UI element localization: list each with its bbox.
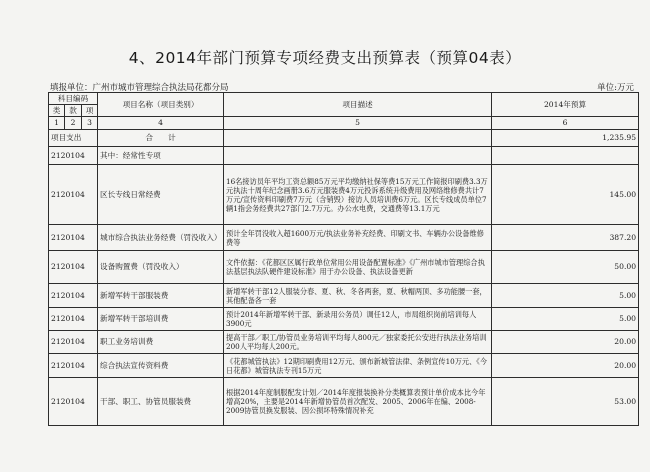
row-code: 2120104 [49,147,98,165]
page-title: 4、2014年部门预算专项经费支出预算表（预算04表） [128,49,522,67]
table-row [49,378,639,426]
description-header: 项目描述 [224,93,492,117]
row-desc: 提高干部／职工/协管员业务培训平均每人800元／独家委托公安进行执法业务培训200人平均每人200元。 [224,331,492,354]
budget-header: 2014年预算 [492,93,639,117]
row-code: 2120104 [49,165,98,225]
row-name: 设备购置费（罚没收入） [98,251,224,284]
row-name: 其中：经常性专项 [98,147,224,165]
item-header: 项 [82,105,98,117]
row-name: 新增军转干部服装费 [98,284,224,308]
table-row [49,354,639,378]
total-label: 项目支出 [49,130,98,147]
class-header: 类 [49,105,65,117]
row-desc: 16名接访员年平均工资总额85万元平均缴纳社保等费15万元工作简报印刷费3.3万元执法十周年纪念画册3.6万元服装费4万元投诉系统升级费用及网络维修费共计7万元/宣传资料印刷费7万元（含销毁）接访人员培训费6万元。区长专线成员单位7辆1指会务经费共27部门2.7万元。办公水电费，交通费等13.1万元 [224,165,492,225]
row-name: 区长专线日常经费 [98,165,224,225]
row-code: 2120104 [49,284,98,308]
header-row-1 [49,93,639,105]
table-row [49,225,639,251]
row-desc: 《花都城管执法》12期印刷费用12万元、颁布新城管法律、条例宣传10万元、《今日花都》城管执法专刊15万元 [224,354,492,378]
total-name: 合 计 [98,130,224,147]
row-desc: 预计2014年新增军转干部、新录用公务员）调任12人，市局组织岗前培训每人3900元 [224,308,492,331]
table-row [49,308,639,331]
row-value: 387.20 [492,225,639,251]
row-value [492,147,639,165]
row-desc: 根据2014年度制服配发计划／2014年度报装换补分类概算表预计单价成本比今年增高20%，主要是2014年新增协管员首次配发、2005、2006年在编、2008-2009协管员换发服装、因公损坏特殊情况补充 [224,378,492,426]
column-number: 1 [49,117,65,130]
reporting-unit: 填报单位：广州市城市管理综合执法局花都分局 [50,83,229,93]
row-desc: 文件依据：《花都区区属行政单位常用公用设备配置标准》《广州市城市管理综合执法基层执法队硬件建设标准》用于办公设备、执法设备更新 [224,251,492,284]
row-name: 职工业务培训费 [98,331,224,354]
row-value: 53.00 [492,378,639,426]
row-value: 50.00 [492,251,639,284]
row-name: 新增军转干部培训费 [98,308,224,331]
table-row [49,284,639,308]
row-code: 2120104 [49,378,98,426]
row-value: 5.00 [492,284,639,308]
column-number: 2 [65,117,82,130]
column-number: 4 [98,117,224,130]
row-desc: 预计全年罚没收入超1600万元/执法业务补充经费、印刷文书、车辆办公设备维修费等 [224,225,492,251]
row-code: 2120104 [49,331,98,354]
column-number: 6 [492,117,639,130]
row-name: 干部、职工、协管员服装费 [98,378,224,426]
column-number: 3 [82,117,98,130]
total-value: 1,235.95 [492,130,639,147]
row-value: 145.00 [492,165,639,225]
row-desc [224,147,492,165]
row-value: 5.00 [492,308,639,331]
row-code: 2120104 [49,354,98,378]
column-number: 5 [224,117,492,130]
table-row [49,251,639,284]
table-row [49,147,639,165]
subject-code-header: 科目编码 [49,93,98,105]
row-name: 综合执法宣传资料费 [98,354,224,378]
row-code: 2120104 [49,251,98,284]
row-value: 20.00 [492,331,639,354]
row-name: 城市综合执法业务经费（罚没收入） [98,225,224,251]
currency-unit: 单位:万元 [597,83,634,93]
column-number-row [49,117,639,130]
total-row [49,130,639,147]
table-row [49,165,639,225]
row-value: 20.00 [492,354,639,378]
budget-table [48,92,639,426]
row-code: 2120104 [49,225,98,251]
project-name-header: 项目名称（项目类别） [98,93,224,117]
kind-header: 款 [65,105,82,117]
row-code: 2120104 [49,308,98,331]
table-row [49,331,639,354]
row-desc: 新增军转干部12人服装分春、夏、秋、冬各两套，夏、秋帽两顶、多功能腰一套，其他配备各一套 [224,284,492,308]
